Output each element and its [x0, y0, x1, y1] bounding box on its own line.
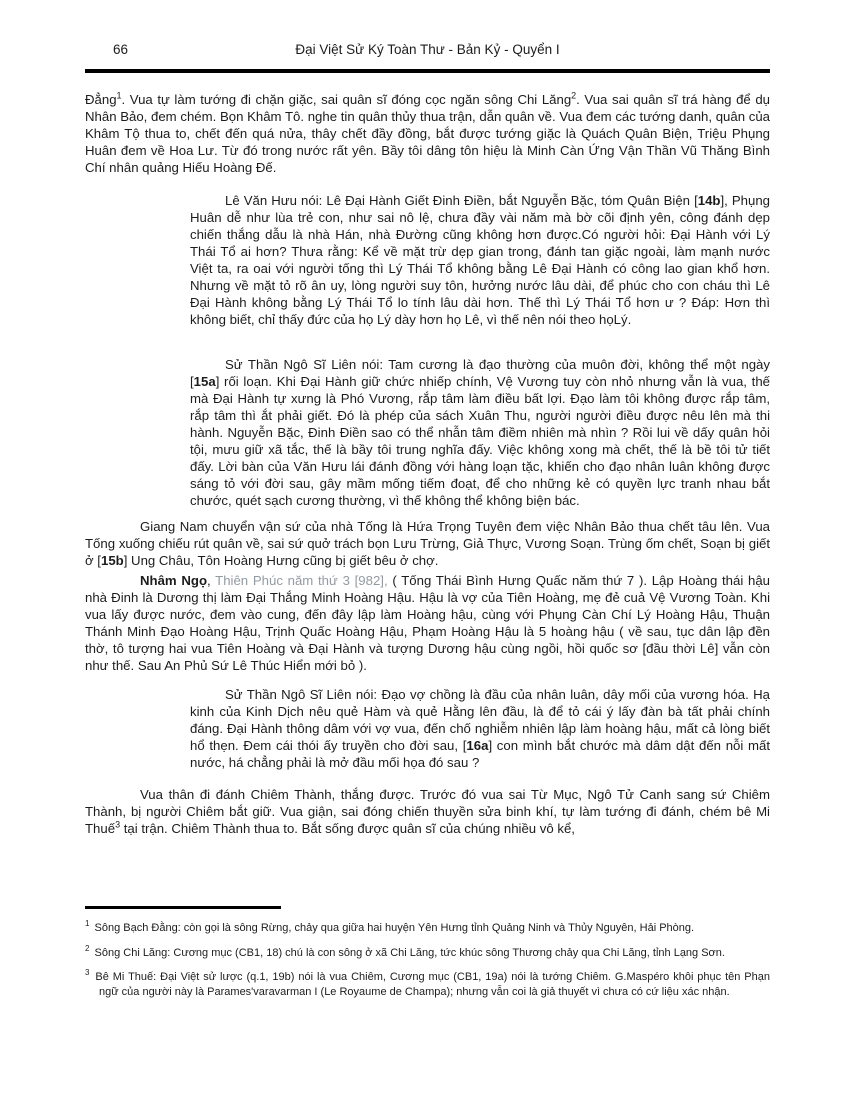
- page-number: 66: [113, 42, 129, 57]
- text-run: Đẳng: [85, 92, 117, 107]
- text-run: Vua thân đi đánh Chiêm Thành, thắng được. Trước đó vua sai Từ Mục, Ngô Tử Canh sang sứ Chiêm Thành, bị người Chiêm bắt giữ. Vua giận, sai đóng chiến thuyền sửa binh khí, tự làm tướng đi đánh, chém bê Mi Thuế: [85, 787, 770, 836]
- paragraph: [85, 572, 770, 674]
- text-run-b: Nhâm Ngọ: [140, 573, 207, 588]
- footnote-ref: 2: [571, 90, 577, 101]
- text-run: tại trận. Chiêm Thành thua to. Bắt sống được quân sĩ của chúng nhiều vô kể,: [120, 821, 575, 836]
- document-title: Đại Việt Sử Ký Toàn Thư - Bản Kỷ - Quyển I: [295, 42, 560, 57]
- text-run: Lê Văn Hưu nói: Lê Đại Hành Giết Đinh Điền, bắt Nguyễn Bặc, tóm Quân Biện [: [225, 193, 698, 208]
- text-run: ] rối loạn. Khi Đại Hành giữ chức nhiếp chính, Vệ Vương tuy còn nhỏ nhưng vẫn là vua, thế mà Đại Hành tự xưng là Phó Vương, rắp tâm làm điều bất lợi. Đạo làm tôi không được rắp tâm, rắp tâm thì ắt phải giết. Đó là phép của sách Xuân Thu, người người điều được nêu lên mà thi hành. Nguyễn Bặc, Đinh Điền sao có thể nhẫn tâm điềm nhiên mà nhìn ? Rồi lui về dấy quân hỏi tội, mưu giữ xã tắc, thế là bầy tôi trung nghĩa đấy. Việc không xong mà chết, thế là bề tôi tử tiết đấy. Lời bàn của Văn Hưu lái đánh đồng với hàng loạn tặc, khiến cho đạo nhân luân không được sáng tỏ với đời sau, gây mầm mống tiếm đoạt, để cho những kẻ có quyền lực tranh nhau bắt chước, quét sạch cương thường, vì thế không thể không biện bác.: [190, 374, 770, 508]
- footnote-list: [85, 921, 770, 999]
- footnote-number: 2: [85, 943, 90, 953]
- footnote-text: Bê Mi Thuế: Đại Việt sử lược (q.1, 19b) nói là vua Chiêm, Cương mục (CB1, 19a) nói là tướng Chiêm. G.Maspéro khôi phục tên Phạn ngữ của người này là Parames'varavarman I (Le Royaume de Champa); nhưng vẫn coi là giả thuyết vì chưa có cứ liệu xác nhận.: [91, 971, 770, 998]
- header-rule: [85, 69, 770, 73]
- footnote-number: 1: [85, 919, 90, 929]
- text-run: ], Phụng Huân dễ như lùa trẻ con, như sai nô lệ, chưa đầy vài năm mà bờ cõi định yên, công đánh dẹp chiến thắng dẫu là nhà Hán, nhà Đường cũng không hơn được.Có người hỏi: Đại Hành với Lý Thái Tổ ai hơn? Thưa rằng: Kể về mặt trừ dẹp gian trong, đánh tan giặc ngoài, làm mạnh nước Việt ta, ra oai với người tống thì Lý Thái Tổ không bằng Lê Đại Hành có công lao gian khổ hơn. Nhưng về mặt tỏ rõ ân uy, lòng người suy tôn, hưởng nước lâu dài, để phúc cho con cháu thì Lê Đại Hành không bằng Lý Thái Tổ lo tính lâu dài hơn. Thế thì Lý Thái Tổ hơn ư ? Đáp: Hơn thì không biết, chỉ thấy đức của họ Lý dày hơn họ Lê, vì thế nên nói theo họLý.: [190, 193, 770, 327]
- text-run-b: 15a: [193, 374, 216, 389]
- footnote-ref: 1: [116, 90, 122, 101]
- text-run-muted: Thiên Phúc năm thứ 3 [982],: [215, 573, 388, 588]
- footnote: [85, 943, 770, 961]
- text-column: [85, 0, 770, 837]
- block-quote: [190, 356, 770, 509]
- text-run: . Vua sai quân sĩ trá hàng để dụ Nhân Bảo, đem chém. Bọn Khâm Tô. nghe tin quân thủy thua trận, dẫn quân về. Vua đem các tướng danh, quân của Khâm Tộ thua to, chết đến quá nửa, thây chết đầy đồng, bắt được tướng giặc là Quách Quân Biện, Triệu Phụng Huân đem về Hoa Lư. Từ đó trong nước rất yên. Bầy tôi dâng tôn hiệu là Minh Càn Ứng Vận Thần Vũ Thăng Bình Chí nhân quảng Hiếu Hoàng Đế.: [85, 92, 770, 175]
- footnote-number: 3: [85, 968, 90, 978]
- text-run: Sử Thần Ngô Sĩ Liên nói: Đạo vợ chồng là đầu của nhân luân, dây mối của vương hóa. Hạ kinh của Kinh Dịch nêu quẻ Hàm và quẻ Hằng lên đầu, là để tỏ cái ý lấy đàn bà tất phải chính đáng. Đại Hành thông dâm với vợ vua, đến chố nghiễm nhiên lập làm hoàng hậu, mất cả lòng biết hổ thẹn. Đem cái thói ấy truyền cho đời sau, [: [190, 687, 770, 753]
- paragraph: [85, 91, 770, 176]
- footnote: [85, 970, 770, 999]
- text-run: ,: [207, 573, 216, 588]
- text-run-b: 15b: [100, 553, 124, 568]
- page-header: [85, 0, 770, 64]
- paragraph: [85, 786, 770, 837]
- text-run: Sử Thần Ngô Sĩ Liên nói: Tam cương là đạo thường của muôn đời, không thể một ngày [: [190, 357, 770, 389]
- text-run: ] Ung Châu, Tôn Hoàng Hưng cũng bị giết bêu ở chợ.: [123, 553, 439, 568]
- document-body: [85, 91, 770, 837]
- text-run: ( Tống Thái Bình Hưng Quấc năm thứ 7 ). Lập Hoàng thái hậu nhà Đinh là Dương thị làm Đại Thắng Minh Hoàng Hậu. Hậu là vợ của Tiên Hoàng, mẹ đẻ cuả Vệ Vương Toàn. Khi vua lấy được nước, đem vào cung, đến đây lập làm Hoàng hậu, cùng với Phụng Càn Chí Lý Hoàng Hậu, Thuận Thánh Minh Đạo Hoàng Hậu, Trịnh Quấc Hoàng Hậu, Phạm Hoàng Hậu là 5 hoàng hậu ( về sau, tục dân lập đền thờ, tô tượng hai vua Tiên Hoàng và Đại Hành và tượng Dương hậu cùng ngồi, hồi quốc sơ [đầu thời Lê] vẫn còn như thế. Sau An Phủ Sứ Lê Thúc Hiển mới bỏ ).: [85, 573, 771, 673]
- paragraph: [85, 518, 770, 569]
- text-run: ] con mình bắt chước mà dâm dật đến nỗi mất nước, há chẳng phải là mở đầu mối họa đó sau ?: [190, 738, 771, 770]
- block-quote: [190, 686, 770, 771]
- footnote-ref: 3: [115, 819, 121, 830]
- text-run: . Vua tự làm tướng đi chặn giặc, sai quân sĩ đóng cọc ngăn sông Chi Lăng: [121, 92, 572, 107]
- footnote-text: Sông Chi Lăng: Cương mục (CB1, 18) chú là con sông ở xã Chi Lăng, tức khúc sông Thương chảy qua Chi Lăng, tỉnh Lạng Sơn.: [91, 946, 725, 959]
- text-run: Giang Nam chuyển vận sứ của nhà Tống là Hứa Trọng Tuyên đem việc Nhân Bảo thua chết tâu lên. Vua Tống xuống chiếu rút quân về, sai sứ quở trách bọn Lưu Trừng, Giả Thực, Vương Soạn. Trùng ốm chết, Soạn bị giết ở [: [85, 519, 770, 568]
- footnote-separator: [85, 906, 281, 909]
- text-run-b: 16a: [466, 738, 489, 753]
- footnote: [85, 921, 770, 936]
- block-quote: [190, 192, 770, 328]
- text-run-b: 14b: [697, 193, 721, 208]
- footnotes-section: [85, 906, 770, 1009]
- footnote-text: Sông Bạch Đằng: còn gọi là sông Rừng, chảy qua giữa hai huyện Yên Hưng tỉnh Quảng Ninh và Thủy Nguyên, Hải Phòng.: [91, 922, 695, 934]
